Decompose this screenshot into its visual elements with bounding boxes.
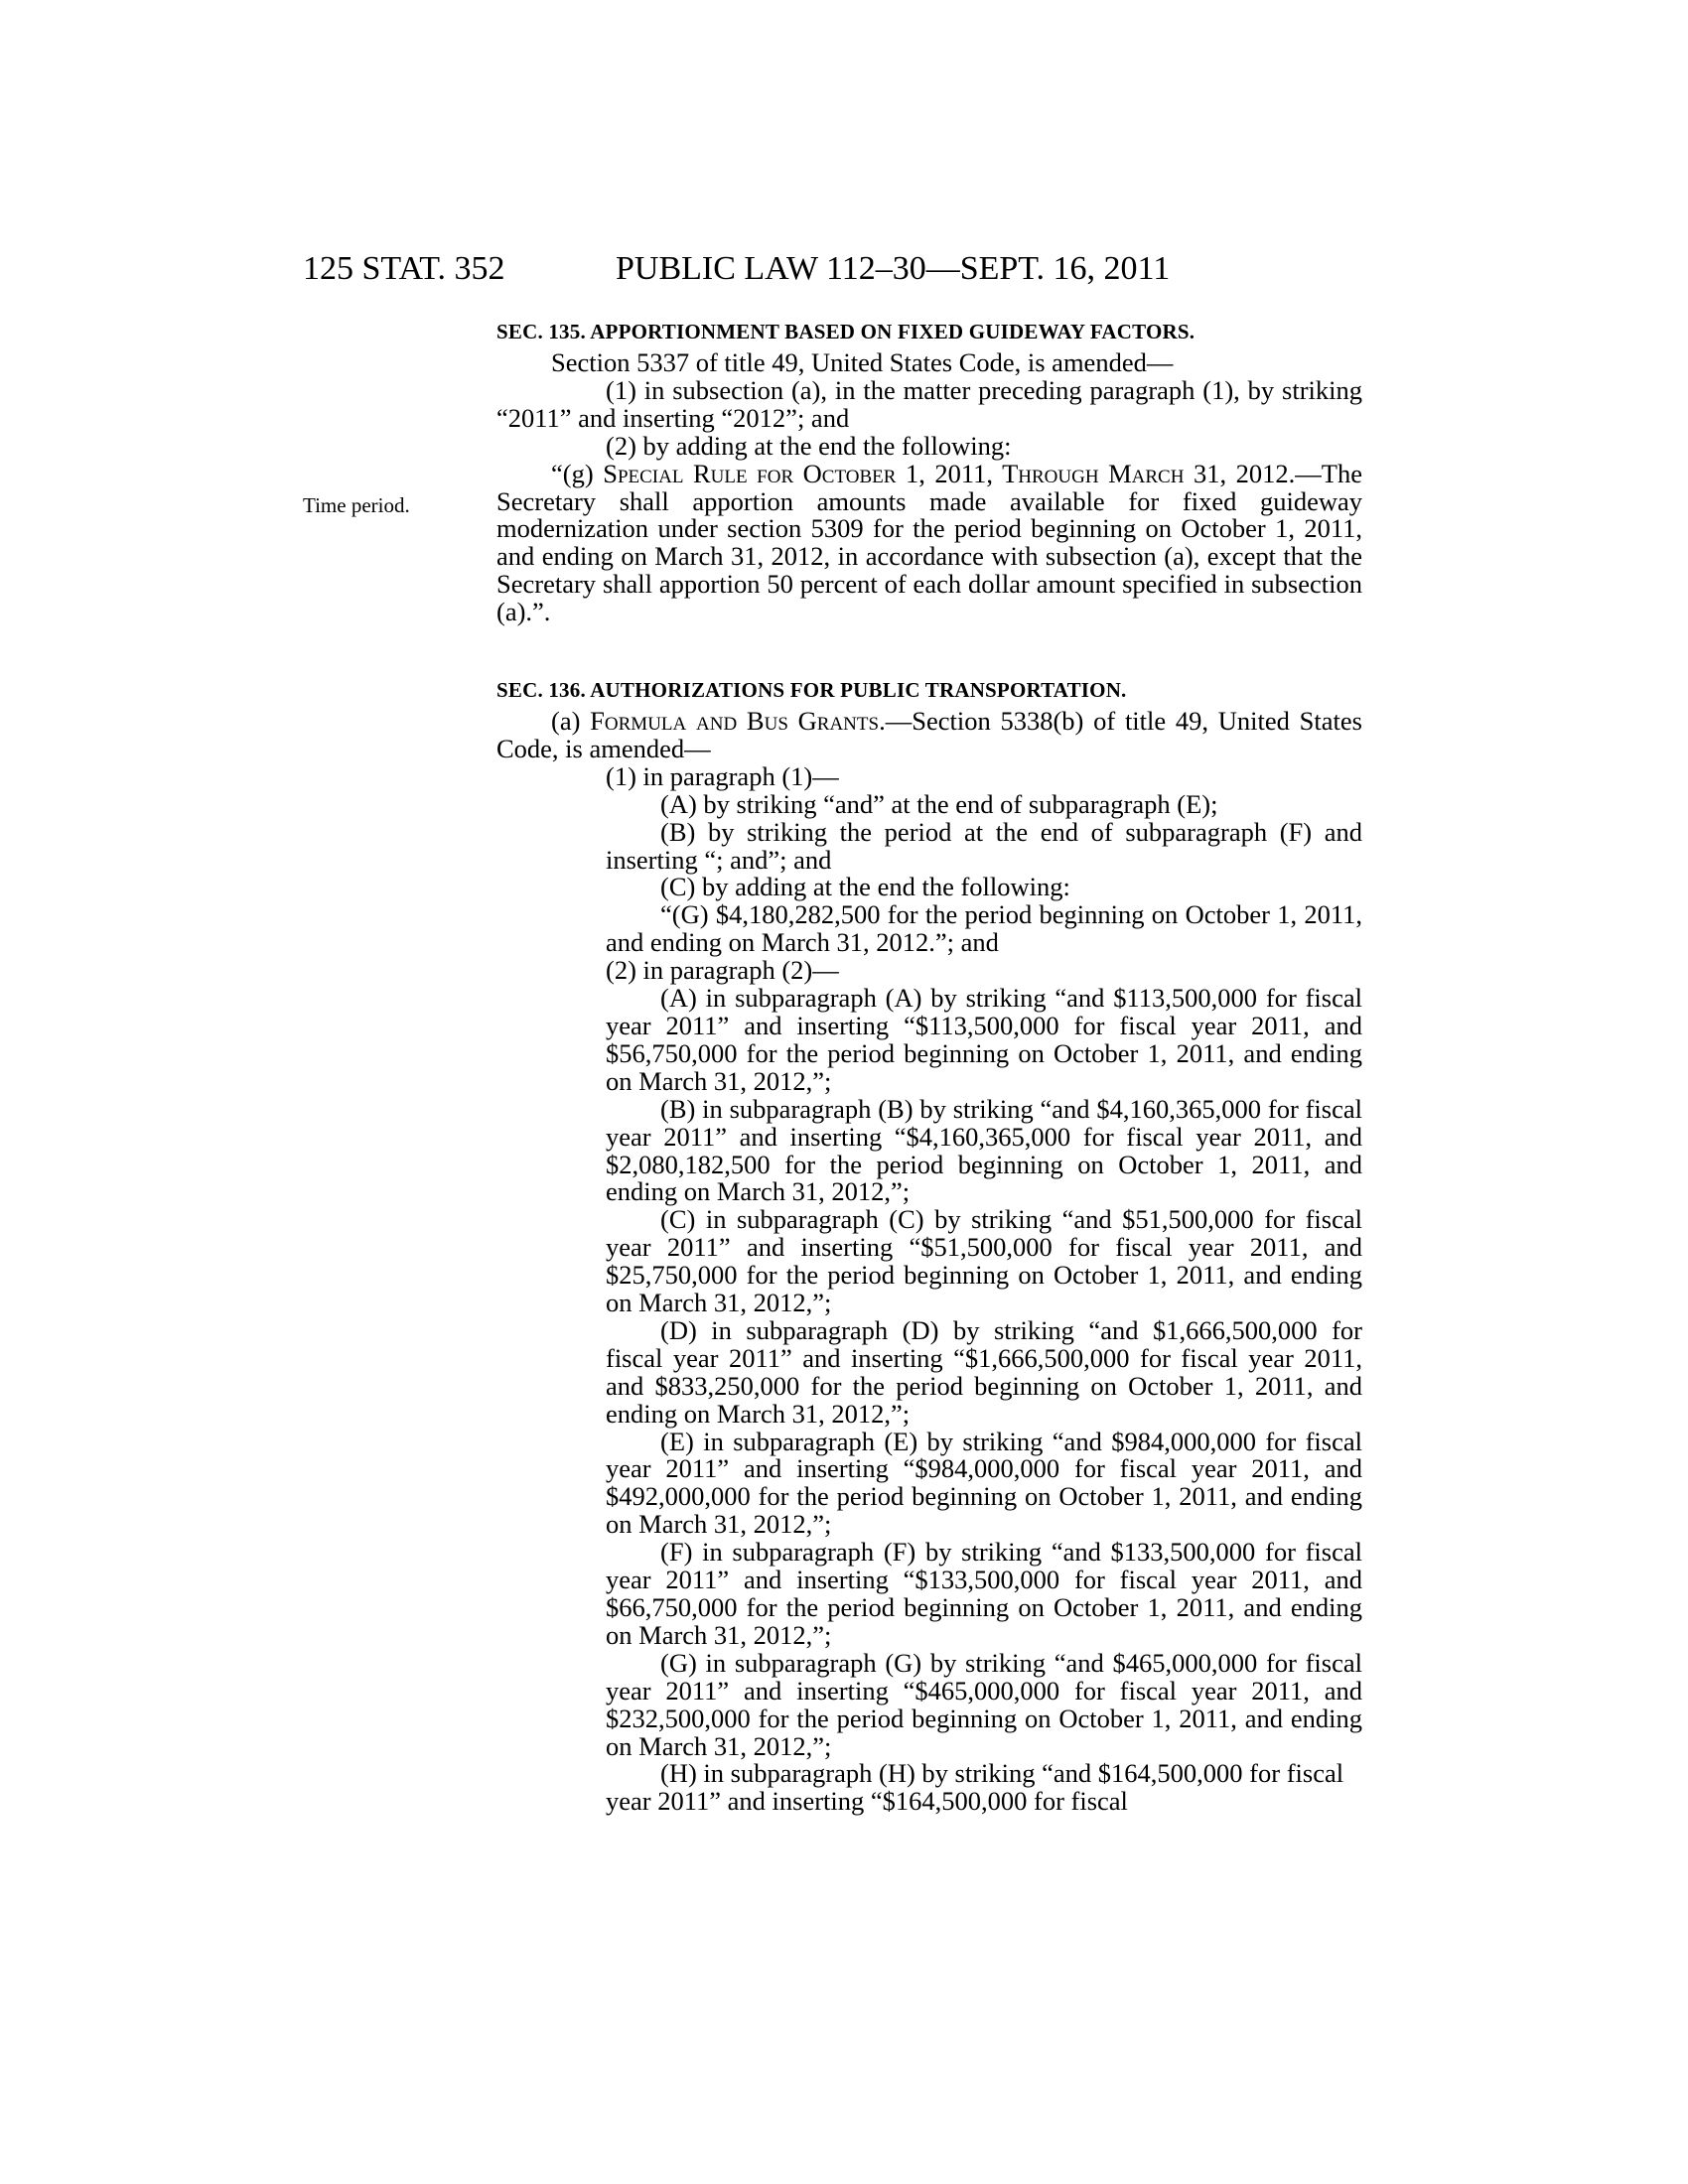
margin-note: Time period. xyxy=(303,493,410,517)
sec-136-para-2: (2) in paragraph (2)— xyxy=(606,955,839,986)
sec-136-para-1-C: (C) by adding at the end the following: xyxy=(660,872,1070,902)
page-citation: 125 STAT. 352 xyxy=(303,250,505,287)
sec-135-intro: Section 5337 of title 49, United States Code, is amended— xyxy=(551,347,1174,377)
subsection-a-body: .—Section 5338(b) of title 49, United States Code, is amended— xyxy=(496,706,1362,763)
sec-135-subsection-g xyxy=(496,458,1362,627)
subsection-a-open: (a) xyxy=(551,706,591,736)
subsection-g-title: Special Rule for October 1, 2011, Through March 31, 2012 xyxy=(603,458,1289,488)
sec-136-para-2-E: (E) in subparagraph (E) by striking “and $984,000,000 for fiscal year 2011” and inserting “$984,000,000 for fiscal year 2011, and $492,000,000 for the period beginning on October 1, 2011, and ending on March 31, 2012,”; xyxy=(606,1426,1362,1540)
sec-136-para-1-G: “(G) $4,180,282,500 for the period beginning on October 1, 2011, and ending on March 31, 2012.”; and xyxy=(606,899,1362,958)
page-running-head: PUBLIC LAW 112–30—SEPT. 16, 2011 xyxy=(616,250,1171,287)
sec-136-para-2-H: (H) in subparagraph (H) by striking “and $164,500,000 for fiscal year 2011” and inserting “$164,500,000 for fiscal xyxy=(606,1758,1344,1817)
sec-136-heading: SEC. 136. AUTHORIZATIONS FOR PUBLIC TRANSPORTATION. xyxy=(496,678,1127,702)
sec-136-para-2-F: (F) in subparagraph (F) by striking “and $133,500,000 for fiscal year 2011” and inserting “$133,500,000 for fiscal year 2011, and $66,750,000 for the period beginning on October 1, 2011, and ending on March 31, 2012,”; xyxy=(606,1537,1362,1650)
sec-136-para-2-B: (B) in subparagraph (B) by striking “and $4,160,365,000 for fiscal year 2011” and inserting “$4,160,365,000 for fiscal year 2011, and $2,080,182,500 for the period beginning on October 1, 2011, and ending on March 31, 2012,”; xyxy=(606,1093,1362,1207)
sec-136-para-1: (1) in paragraph (1)— xyxy=(606,760,839,791)
sec-136-para-1-B: (B) by striking the period at the end of subparagraph (F) and inserting “; and”; and xyxy=(606,816,1362,875)
subsection-g-body: .—The Secretary shall apportion amounts made available for fixed guideway modernization under section 5309 for the period beginning on October 1, 2011, and ending on March 31, 2012, in accordance with subsection (a), except that the Secretary shall apportion 50 percent of each dollar amount specified in subsection (a).”. xyxy=(496,458,1362,627)
sec-135-para-2: (2) by adding at the end the following: xyxy=(606,430,1012,461)
sec-135-para-1: (1) in subsection (a), in the matter preceding paragraph (1), by striking “2011” and inserting “2012”; and xyxy=(496,374,1362,433)
sec-136-subsection-a xyxy=(496,708,1362,763)
sec-136-para-2-A: (A) in subparagraph (A) by striking “and $113,500,000 for fiscal year 2011” and inserting “$113,500,000 for fiscal year 2011, and $56,750,000 for the period beginning on October 1, 2011, and ending on March 31, 2012,”; xyxy=(606,983,1362,1096)
subsection-a-title: Formula and Bus Grants xyxy=(590,706,880,736)
sec-136-para-2-C: (C) in subparagraph (C) by striking “and $51,500,000 for fiscal year 2011” and inserting “$51,500,000 for fiscal year 2011, and $25,750,000 for the period beginning on October 1, 2011, and ending on March 31, 2012,”; xyxy=(606,1204,1362,1318)
sec-136-body xyxy=(496,708,1362,1816)
sec-136-para-1-A: (A) by striking “and” at the end of subparagraph (E); xyxy=(660,788,1218,819)
sec-135-heading: SEC. 135. APPORTIONMENT BASED ON FIXED GUIDEWAY FACTORS. xyxy=(496,320,1196,343)
sec-136-para-2-D: (D) in subparagraph (D) by striking “and $1,666,500,000 for fiscal year 2011” and inserting “$1,666,500,000 for fiscal year 2011, and $833,250,000 for the period beginning on October 1, 2011, and ending on March 31, 2012,”; xyxy=(606,1314,1362,1429)
subsection-g-open: “(g) xyxy=(551,458,604,488)
sec-136-para-2-G: (G) in subparagraph (G) by striking “and $465,000,000 for fiscal year 2011” and inserting “$465,000,000 for fiscal year 2011, and $232,500,000 for the period beginning on October 1, 2011, and ending on March 31, 2012,”; xyxy=(606,1647,1362,1761)
sec-135-body xyxy=(496,349,1362,626)
